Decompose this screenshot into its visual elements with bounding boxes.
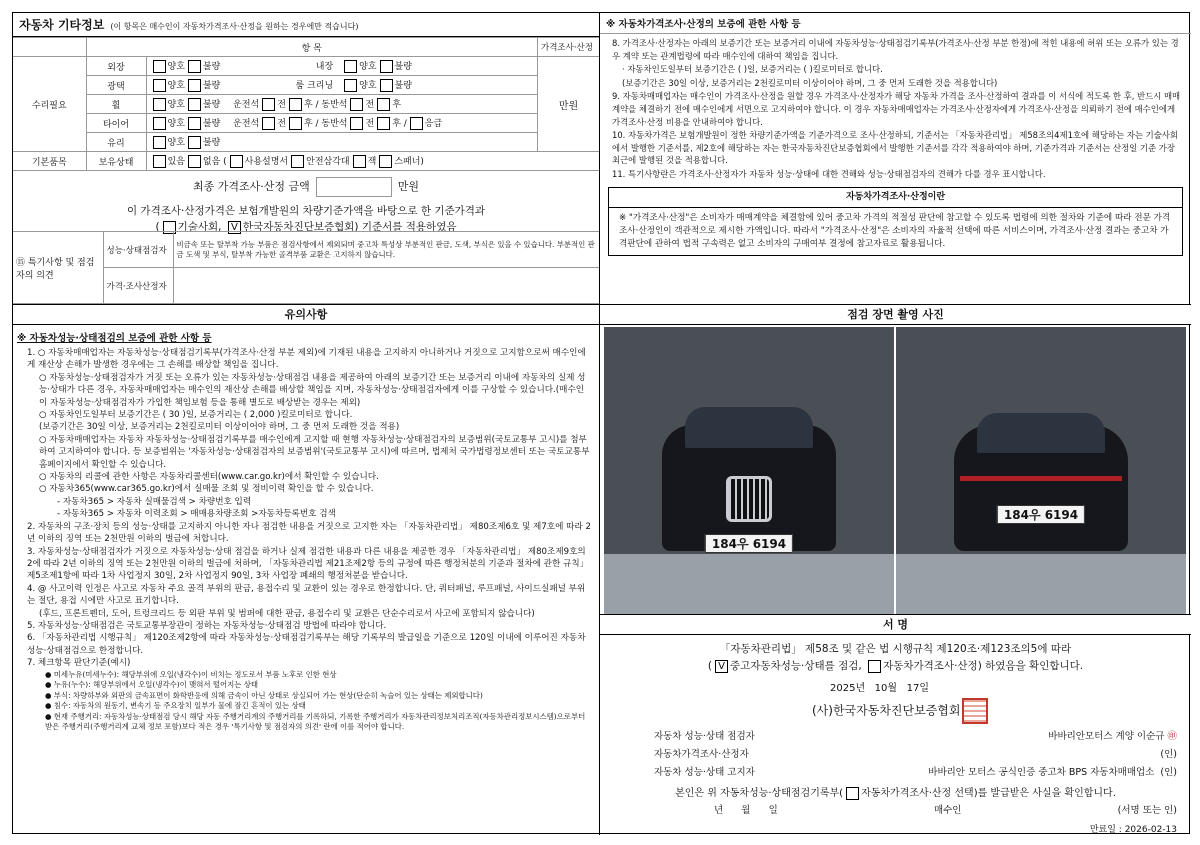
section-title: ※ 자동차가격조사·산정의 보증에 관한 사항 등 bbox=[600, 13, 1191, 34]
checkbox[interactable] bbox=[188, 117, 201, 130]
note-item: 2. 자동차의 구조·장치 등의 성능·상태를 고지하지 아니한 자나 점검한 내용을 거짓으로 고지한 자는 「자동차관리법」 제80조제6호 및 제7호에 따라 2년 이하의 징역 또는 2천만원 이하의 벌금에 처합니다. bbox=[27, 521, 591, 545]
basic-label: 기본품목 bbox=[13, 152, 86, 171]
sig-row bbox=[614, 728, 1177, 746]
issue-date bbox=[600, 679, 1191, 694]
checkbox[interactable] bbox=[291, 155, 304, 168]
opt: 양호 bbox=[167, 119, 185, 129]
opt: 양호 bbox=[167, 62, 185, 72]
checkbox-checked[interactable]: V bbox=[715, 660, 728, 673]
item: 9. 자동차매매업자는 매수인이 가격조사·산정을 원할 경우 가격조사·산정자가 해당 자동차 가격을 조사·산정하여 결과를 이 서식에 적도록 한 후, 반드시 매매계약을 체결하기 전에 매수인에게 서면으로 고지하여야 합니다. 이 경우 자동차매매업자는 가격조사·산정자에게 가격조사·산정을 의뢰하기 전에 매수인에게 가격조사·산정 비용을 안내하여야 합니다. bbox=[612, 91, 1181, 127]
subtitle-text: (이 항목은 매수인이 자동차가격조사·산정을 원하는 경우에만 적습니다) bbox=[110, 22, 359, 31]
section-header: 서 명 bbox=[600, 615, 1191, 635]
final-price bbox=[13, 177, 599, 197]
checkbox[interactable] bbox=[377, 98, 390, 111]
opt: 양호 bbox=[359, 81, 377, 91]
inspector-label: 성능·상태점검자 bbox=[103, 232, 173, 268]
note-item: 4. @ 사고이력 인정은 사고로 자동차 주요 골격 부위의 판금, 용접수리 및 교환이 있는 경우로 한정합니다. 단, 쿼터패널, 루프패널, 사이드실패널 부위는 절단, 용접 시에만 사고로 표기합니다. bbox=[27, 583, 586, 607]
row-label: 광택 bbox=[86, 76, 146, 95]
checkbox[interactable] bbox=[344, 79, 357, 92]
note-item: 3. 자동차성능·상태점검자가 거짓으로 자동차성능·상태 점검을 하거나 실제 점검한 내용과 다른 내용을 제공한 경우 「자동차관리법」 제80조제9호의2에 따라 2년 이하의 징역 또는 2천만원 이하의 벌금에 처하며, 「자동차관리법 제21조제2항 등의 규정에 따른 행정처분의 기준과 절차에 관한 규칙」 제5조제1항에 따라 1차 사업정지 30일, 2차 사업정지 90일, 3차 사업장 폐쇄의 행정처분을 받습니다. bbox=[27, 546, 589, 582]
opt: 후 / 동반석 bbox=[303, 119, 348, 129]
definition-box bbox=[608, 187, 1183, 256]
expiry-date: 만료일 : 2026-02-13 bbox=[1089, 824, 1177, 835]
row-label: 룸 크리닝 bbox=[295, 81, 334, 91]
checkbox[interactable] bbox=[289, 117, 302, 130]
row-label: 타이어 bbox=[86, 114, 146, 133]
day: 17일 bbox=[906, 683, 929, 694]
confirmation bbox=[600, 641, 1191, 675]
final-unit: 만원 bbox=[397, 180, 419, 193]
definition-text: ※ "가격조사·산정"은 소비자가 매매계약을 체결함에 있어 중고차 가격의 적절성 판단에 참고할 수 있도록 법령에 의한 절차와 기준에 따라 전문 가격조사·산정인이 객관적으로 제시한 가액입니다. 따라서 "가격조사·산정"은 소비자의 자율적 선택에 따른 서비스이며, 가격조사·산정 결과는 중고차 가격판단에 관하여 법적 구속력은 없고 소비자의 구매여부 결정에 참고자료로 활용됩니다. bbox=[619, 212, 1171, 249]
checkbox[interactable] bbox=[350, 98, 363, 111]
rear-car-photo bbox=[896, 327, 1186, 614]
definition-title: 자동차가격조사·산정이란 bbox=[609, 188, 1182, 208]
windshield bbox=[685, 407, 813, 447]
criteria-item: ● 침수: 자동차의 원동기, 변속기 등 주요장치 일부가 물에 잠긴 흔적이 있는 상태 bbox=[45, 701, 306, 711]
row-label: 휠 bbox=[86, 95, 146, 114]
sig-seal: (인) bbox=[1160, 767, 1177, 778]
appraiser-label: 가격·조사산정자 bbox=[103, 268, 173, 304]
opt: 없음 bbox=[202, 157, 221, 167]
month: 10월 bbox=[874, 683, 898, 694]
note-item: ○ 자동차의 리콜에 관한 사항은 자동차리콜센터(www.car.go.kr)에서 확인할 수 있습니다. bbox=[39, 472, 379, 483]
opt: 불량 bbox=[202, 138, 221, 148]
checkbox[interactable] bbox=[380, 79, 393, 92]
opt: 운전석 bbox=[233, 119, 260, 129]
sign-note: (서명 또는 인) bbox=[1117, 804, 1177, 816]
criteria-item: ● 미세누유(미세누수): 해당부위에 오일(냉각수)이 비치는 정도로서 부품 노후로 인한 현상 bbox=[45, 669, 337, 679]
final-label: 최종 가격조사·산정 금액 bbox=[192, 180, 310, 193]
confirm-line2 bbox=[600, 658, 1191, 675]
opt: 전 bbox=[365, 100, 375, 110]
notes-section bbox=[13, 305, 600, 835]
section-title bbox=[13, 13, 599, 37]
row-label: 유리 bbox=[86, 133, 146, 152]
criteria-item: ● 부식: 차량하부와 외판의 금속표면이 화학반응에 의해 금속이 아닌 상태로 상실되어 가는 현상(단순히 녹슬어 있는 상태는 제외합니다) bbox=[45, 690, 483, 700]
note-item: 6. 「자동차관리법 시행규칙」 제120조제2항에 따라 자동차성능·상태점검기록부는 해당 기록부의 발급일을 기준으로 120일 이내에 이루어진 자동차 성능·상태점검으로 한정합니다. bbox=[27, 633, 586, 656]
floor bbox=[896, 554, 1186, 614]
buyer-label: 매수인 bbox=[933, 804, 962, 816]
license-plate-rear: 184우 6194 bbox=[997, 505, 1085, 524]
note-item: 1. ○ 자동차매매업자는 자동차성능·상태점검기록부(가격조사·산정 부분 제외)에 기재된 내용을 고지하지 아니하거나 거짓으로 고지함으로써 매수인에게 재산상 손해가 발생한 경우에는 그 손해를 배상할 책임을 집니다. bbox=[27, 348, 586, 371]
checkbox[interactable] bbox=[846, 787, 859, 800]
sig-label: 자동차 성능·상태 점검자 bbox=[654, 731, 755, 742]
opt: 전 bbox=[365, 119, 375, 129]
paren: ( bbox=[707, 660, 712, 672]
sig-seal: (인) bbox=[1160, 749, 1177, 760]
ymd: 년 월 일 bbox=[714, 804, 778, 816]
opt: 사용설명서 bbox=[244, 157, 289, 167]
opt: 중고자동차성능·상태를 점검, bbox=[730, 660, 862, 672]
special-label: ⑮ 특기사항 및 점검자의 의견 bbox=[13, 232, 103, 304]
sig-row bbox=[614, 746, 1177, 764]
opt: 양호 bbox=[167, 100, 185, 110]
sig-row bbox=[614, 764, 1177, 782]
receipt-line bbox=[614, 784, 1177, 800]
row-label: 외장 bbox=[86, 57, 146, 76]
note-line1: 이 가격조사·산정가격은 보험개발원의 차량기준가액을 바탕으로 한 기준가격과 bbox=[126, 205, 486, 217]
col-item: 항 목 bbox=[86, 38, 538, 57]
note-item: 5. 자동차성능·상태점검은 국토교통부장관이 정하는 자동차성능·상태점검 방법에 따라야 합니다. bbox=[27, 620, 387, 631]
checkbox[interactable] bbox=[153, 79, 166, 92]
section-title: ※ 자동차성능·상태점검의 보증에 관한 사항 등 bbox=[17, 333, 212, 344]
note-item: ○ 자동차365(www.car365.go.kr)에서 실매물 조회 및 정비이력 확인을 할 수 있습니다. bbox=[39, 484, 374, 495]
opt: 불량 bbox=[202, 62, 221, 72]
opt: 기술사회, bbox=[177, 221, 222, 233]
sig-value: 바바리안 모터스 공식인증 중고차 BPS 자동차매매업소 bbox=[928, 767, 1155, 778]
checkbox[interactable] bbox=[188, 155, 201, 168]
opt: 자동차가격조사·산정) 하였음을 확인합니다. bbox=[883, 660, 1084, 672]
criteria-item: ● 현재 주행거리: 자동차성능·상태점검 당시 해당 자동 주행거리계의 주행거리를 기록하되, 기록한 주행거리가 자동차관리정보처리조직(자동차관리정보시스템)으로부터 받은 주행거리(주행거리계 교체 정보 포함)보다 적은 경우 '특기사항 및 점검자의 의견' 란에 이를 적어야 합니다. bbox=[45, 711, 586, 732]
checkbox[interactable] bbox=[262, 98, 275, 111]
inspection-photos-section bbox=[600, 305, 1191, 615]
opt: 전 bbox=[277, 119, 286, 129]
row-label: 보유상태 bbox=[86, 152, 146, 171]
year: 2025년 bbox=[830, 683, 866, 694]
opt: 양호 bbox=[359, 62, 377, 72]
manwon-label: 만원 bbox=[538, 57, 600, 152]
checkbox[interactable] bbox=[188, 79, 201, 92]
opt: 양호 bbox=[167, 81, 185, 91]
note-item: 7. 체크항목 판단기준(예시) bbox=[27, 658, 131, 669]
appraiser-opinion[interactable] bbox=[173, 268, 600, 304]
opt: 불량 bbox=[202, 100, 221, 110]
criteria-item: ● 누유(누수): 해당부위에서 오일(냉각수)이 맺혀서 떨어지는 상태 bbox=[45, 680, 259, 690]
checkbox[interactable] bbox=[153, 136, 166, 149]
receipt-b: 자동차가격조사·산정 선택)를 발급받은 사실을 확인합니다. bbox=[861, 788, 1116, 799]
signatory-list bbox=[600, 728, 1191, 835]
receipt-a: 본인은 위 자동차성능·상태점검기록부( bbox=[675, 788, 844, 799]
note-item: - 자동차365 > 자동차 실매물검색 > 차량번호 입력 bbox=[57, 496, 252, 507]
seal-icon: ㊞ bbox=[1167, 731, 1177, 742]
repair-label: 수리필요 bbox=[13, 57, 86, 152]
opt: 양호 bbox=[167, 138, 185, 148]
checkbox[interactable] bbox=[379, 155, 392, 168]
kidney-grille bbox=[726, 476, 772, 522]
checkbox[interactable] bbox=[377, 117, 390, 130]
condition-table: 항 목 가격조사·산정 수리필요 외장 양호 불량 내장 양호 불량 만원 광택 양호 불량 룸 크리닝 양호 불량 휠 양호 불량 운전석 전 후 / 동반석 전 후 타이어 양호 불량 운전석 전 후 / 동반석 전 후 / 응급 유리 양호 불량 기본품목 보유상태 있음 없음 ( 사용설명서 안전삼각대 잭 스패너) bbox=[13, 37, 600, 171]
note-item: (보증기간은 30일 이상, 보증거리는 2천킬로미터 이상이어야 하며, 그 중 먼저 도래한 것을 적용) bbox=[39, 422, 400, 433]
checkbox[interactable] bbox=[153, 155, 166, 168]
price-guarantee-section bbox=[600, 13, 1191, 305]
note-line2: ( 기술사회, V 한국자동차진단보증협회) 기준서를 적용하였음 bbox=[155, 221, 457, 233]
opt: 후 bbox=[392, 100, 401, 110]
sig-label: 자동차가격조사·산정자 bbox=[654, 749, 749, 760]
guarantee-items bbox=[600, 34, 1191, 181]
checkbox[interactable] bbox=[868, 660, 881, 673]
notes-body bbox=[13, 347, 599, 733]
license-plate-front: 184우 6194 bbox=[705, 534, 793, 553]
checkbox[interactable] bbox=[188, 136, 201, 149]
item: (보증기간은 30일 이상, 보증거리는 2천킬로미터 이상이어야 하며, 그 중 먼저 도래한 것을 적용합니다) bbox=[622, 77, 998, 88]
checkbox[interactable] bbox=[153, 117, 166, 130]
inspector-opinion: 비금속 또는 탈부착 가능 부품은 점검사항에서 제외되며 중고차 특성상 부분적인 판금, 도색, 부식은 있을 수 있습니다. 부분적인 판금 도색 및 부식, 탈부착 가능한 골격부품 교환은 고지하지 않습니다. bbox=[173, 232, 600, 268]
final-price-field[interactable] bbox=[316, 177, 392, 197]
checkbox[interactable] bbox=[289, 98, 302, 111]
seal-stamp bbox=[962, 698, 988, 724]
note-item: ○ 자동차매매업자는 자동차 자동차성능·상태점검기록부를 매수인에게 고지할 때 현행 자동차성능·상태점검자의 보증범위(국토교통부 고시)를 첨부하여 고지하여야 합니다. 등 보증범위는 '자동차성능·상태점검자의 보증범위'(국토교통부 고시)에 따르며, 법제처 국가법령정보센터 또는 국토교통부 홈페이지에서 확인할 수 있습니다. bbox=[39, 434, 590, 470]
opt: 불량 bbox=[202, 81, 221, 91]
note-item: - 자동차365 > 자동차 이력조회 > 매매용차량조회 >자동차등록번호 검색 bbox=[57, 509, 336, 520]
item: 11. 특기사항란은 가격조사·산정자가 자동차 성능·상태에 대한 견해와 성능·상태점검자의 견해가 다를 경우 표시합니다. bbox=[612, 168, 1046, 179]
inspection-document bbox=[12, 12, 1190, 834]
checkbox-checked[interactable]: V bbox=[228, 221, 241, 234]
checkbox[interactable] bbox=[230, 155, 243, 168]
opt: 한국자동차진단보증협회) 기준서를 적용하였음 bbox=[242, 221, 457, 233]
opt: 응급 bbox=[424, 119, 443, 129]
section-header: 유의사항 bbox=[13, 305, 599, 325]
opt: 스패너 bbox=[394, 157, 421, 167]
opt: 있음 bbox=[167, 157, 185, 167]
sig-label: 자동차 성능·상태 고지자 bbox=[654, 767, 755, 778]
checkbox[interactable] bbox=[188, 98, 201, 111]
sig-value: 바바리안모터스 계양 이순규 bbox=[1048, 731, 1165, 742]
confirm-line1: 「자동차관리법」 제58조 및 같은 법 시행규칙 제120조·제123조의5에 따라 bbox=[719, 643, 1072, 655]
item: 10. 자동차가격은 보험개발원이 정한 차량기준가액을 기준가격으로 조사·산정하되, 기준서는 「자동차관리법」 제58조의4제1호에 해당하는 자는 기술사회에서 발행한 기준서를, 제2호에 해당하는 자는 한국자동차진단보증협회에서 발행한 기준서를 각각 적용하여야 하며, 기준가격과 기준서는 산정일 기준 가장 최근에 발행된 것을 적용합니다. bbox=[612, 130, 1178, 166]
vehicle-other-info-section bbox=[13, 13, 600, 305]
opt: 잭 bbox=[367, 157, 377, 167]
org bbox=[600, 698, 1191, 724]
note-item: ○ 자동차성능·상태점검자가 거짓 또는 오류가 있는 자동차성능·상태점검 내용을 제공하여 아래의 보증기간 또는 보증거리 이내에 자동차의 실제 성능·상태가 다른 경우, 자동차매매업자는 매수인의 재산상 손해를 배상할 책임을 지며, 자동차성능·상태점검자에게 이를 구상할 수 있습니다.(매수인이 자동차성능·상태점검자가 가입한 책임보험 등을 통해 별도로 배상받는 경우는 제외) bbox=[39, 372, 586, 408]
checkbox[interactable] bbox=[262, 117, 275, 130]
item: 8. 가격조사·산정자는 아래의 보증기간 또는 보증거리 이내에 자동차성능·상태점검기록부(가격조사·산정 부분 한정)에 적힌 내용에 허위 또는 오류가 있는 경우 계약 또는 관계법령에 따라 매수인에 대하여 책임을 집니다. bbox=[612, 38, 1179, 61]
special-notes-table bbox=[13, 231, 600, 304]
opt: 불량 bbox=[202, 119, 221, 129]
section-header: 점검 장면 촬영 사진 bbox=[600, 305, 1191, 325]
opt: 후 / 동반석 bbox=[303, 100, 348, 110]
title-text: 자동차 기타정보 bbox=[19, 18, 105, 32]
opt: 불량 bbox=[394, 81, 412, 91]
note-item: ○ 자동차인도일부터 보증기간은 ( 30 )일, 보증거리는 ( 2,000 )킬로미터로 합니다. bbox=[39, 410, 353, 421]
checkbox[interactable] bbox=[353, 155, 366, 168]
note-item: (후드, 프론트펜더, 도어, 트렁크리드 등 외판 부위 및 범퍼에 대한 판금, 용접수리 및 교환은 단순수리로서 사고에 포함되지 않습니다) bbox=[39, 608, 535, 619]
buyer-row bbox=[614, 802, 1177, 820]
row-label: 내장 bbox=[315, 62, 334, 72]
opt: 운전석 bbox=[233, 100, 260, 110]
opt: 전 bbox=[277, 100, 286, 110]
rear-window bbox=[977, 413, 1105, 453]
checkbox[interactable] bbox=[344, 60, 357, 73]
tail-light bbox=[960, 476, 1122, 481]
floor bbox=[604, 554, 894, 614]
item: · 자동차인도일부터 보증기간은 ( )일, 보증거리는 ( )킬로미터로 합니다. bbox=[622, 64, 883, 75]
checkbox[interactable] bbox=[153, 98, 166, 111]
opt: 불량 bbox=[394, 62, 412, 72]
col-price: 가격조사·산정 bbox=[538, 38, 600, 57]
checkbox[interactable] bbox=[410, 117, 423, 130]
signature-section bbox=[600, 615, 1191, 835]
org-name: (사)한국자동차진단보증협회 bbox=[812, 703, 961, 718]
front-car-photo bbox=[604, 327, 894, 614]
checkbox[interactable] bbox=[188, 60, 201, 73]
checkbox[interactable] bbox=[380, 60, 393, 73]
opt: 안전삼각대 bbox=[306, 157, 350, 167]
checkbox[interactable] bbox=[153, 60, 166, 73]
opt: 후 / bbox=[392, 119, 407, 129]
checkbox[interactable] bbox=[350, 117, 363, 130]
